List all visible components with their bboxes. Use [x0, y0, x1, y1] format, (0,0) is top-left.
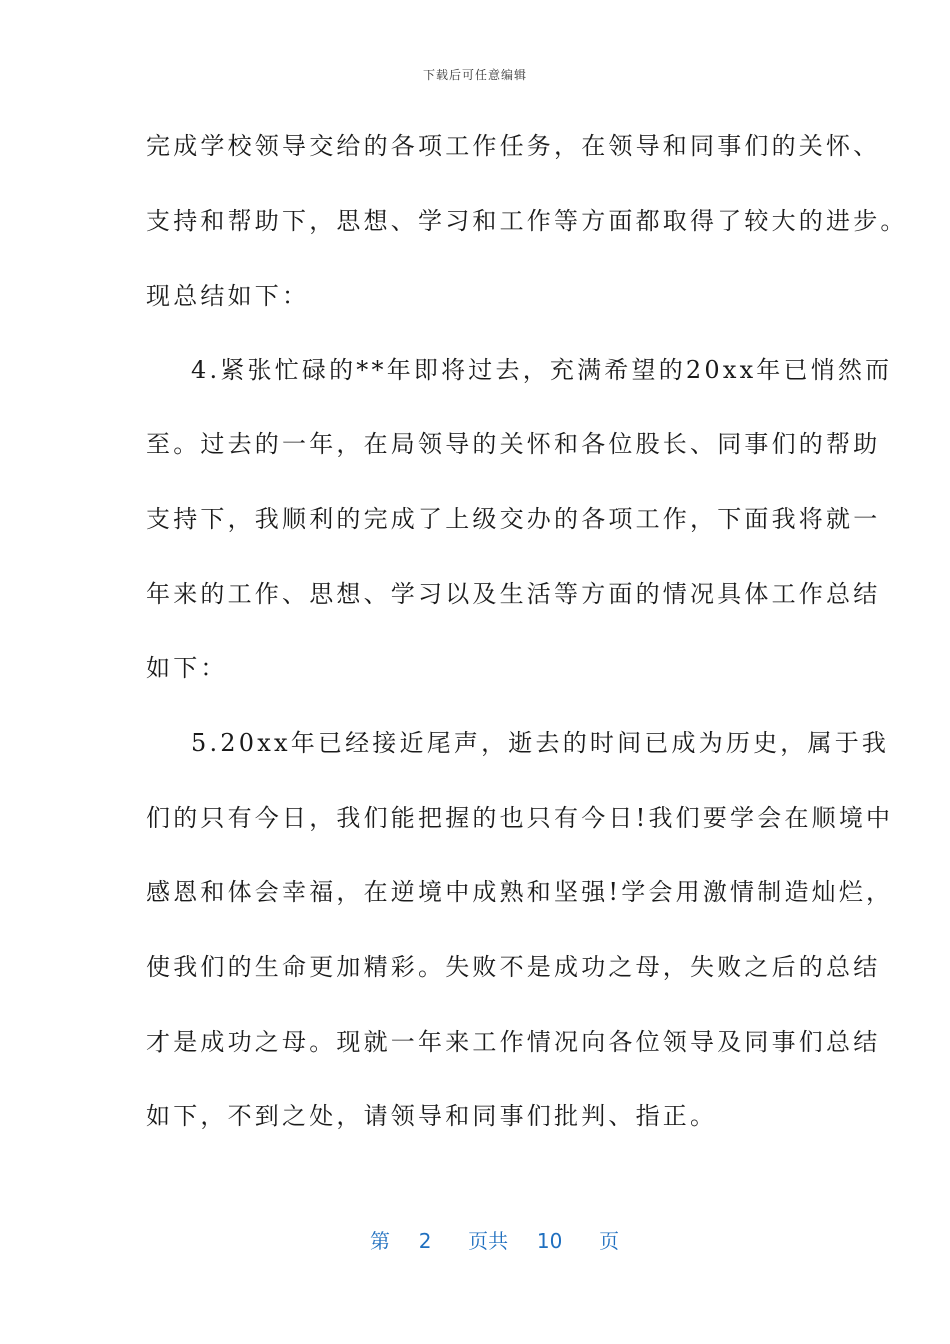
- paragraph-line: 完成学校领导交给的各项工作任务，在领导和同事们的关怀、: [146, 132, 881, 160]
- paragraph-line: 使我们的生命更加精彩。失败不是成功之母，失败之后的总结: [146, 953, 881, 981]
- page-current: 2: [418, 1229, 432, 1253]
- paragraph-line: 才是成功之母。现就一年来工作情况向各位领导及同事们总结: [146, 1028, 881, 1056]
- paragraph-line: 如下，不到之处，请领导和同事们批判、指正。: [146, 1102, 718, 1130]
- page-middle: 页共: [468, 1229, 509, 1253]
- paragraph-line: 年来的工作、思想、学习以及生活等方面的情况具体工作总结: [146, 580, 881, 608]
- paragraph-line: 们的只有今日，我们能把握的也只有今日!我们要学会在顺境中: [146, 804, 894, 832]
- paragraph-line: 现总结如下：: [146, 282, 310, 310]
- paragraph-line: 支持和帮助下，思想、学习和工作等方面都取得了较大的进步。: [146, 207, 908, 235]
- header-note: 下载后可任意编辑: [422, 68, 527, 82]
- page-footer: [370, 1225, 619, 1254]
- paragraph-line: 如下：: [146, 654, 228, 682]
- page-total: 10: [536, 1229, 563, 1253]
- paragraph-line: 4.紧张忙碌的**年即将过去，充满希望的20xx年已悄然而: [191, 356, 893, 384]
- page-suffix: 页: [599, 1229, 620, 1253]
- paragraph-line: 支持下，我顺利的完成了上级交办的各项工作，下面我将就一: [146, 505, 881, 533]
- page-prefix: 第: [370, 1229, 390, 1253]
- paragraph-line: 至。过去的一年，在局领导的关怀和各位股长、同事们的帮助: [146, 430, 881, 458]
- paragraph-line: 5.20xx年已经接近尾声，逝去的时间已成为历史，属于我: [191, 729, 890, 757]
- paragraph-line: 感恩和体会幸福，在逆境中成熟和坚强!学会用激情制造灿烂，: [146, 878, 894, 906]
